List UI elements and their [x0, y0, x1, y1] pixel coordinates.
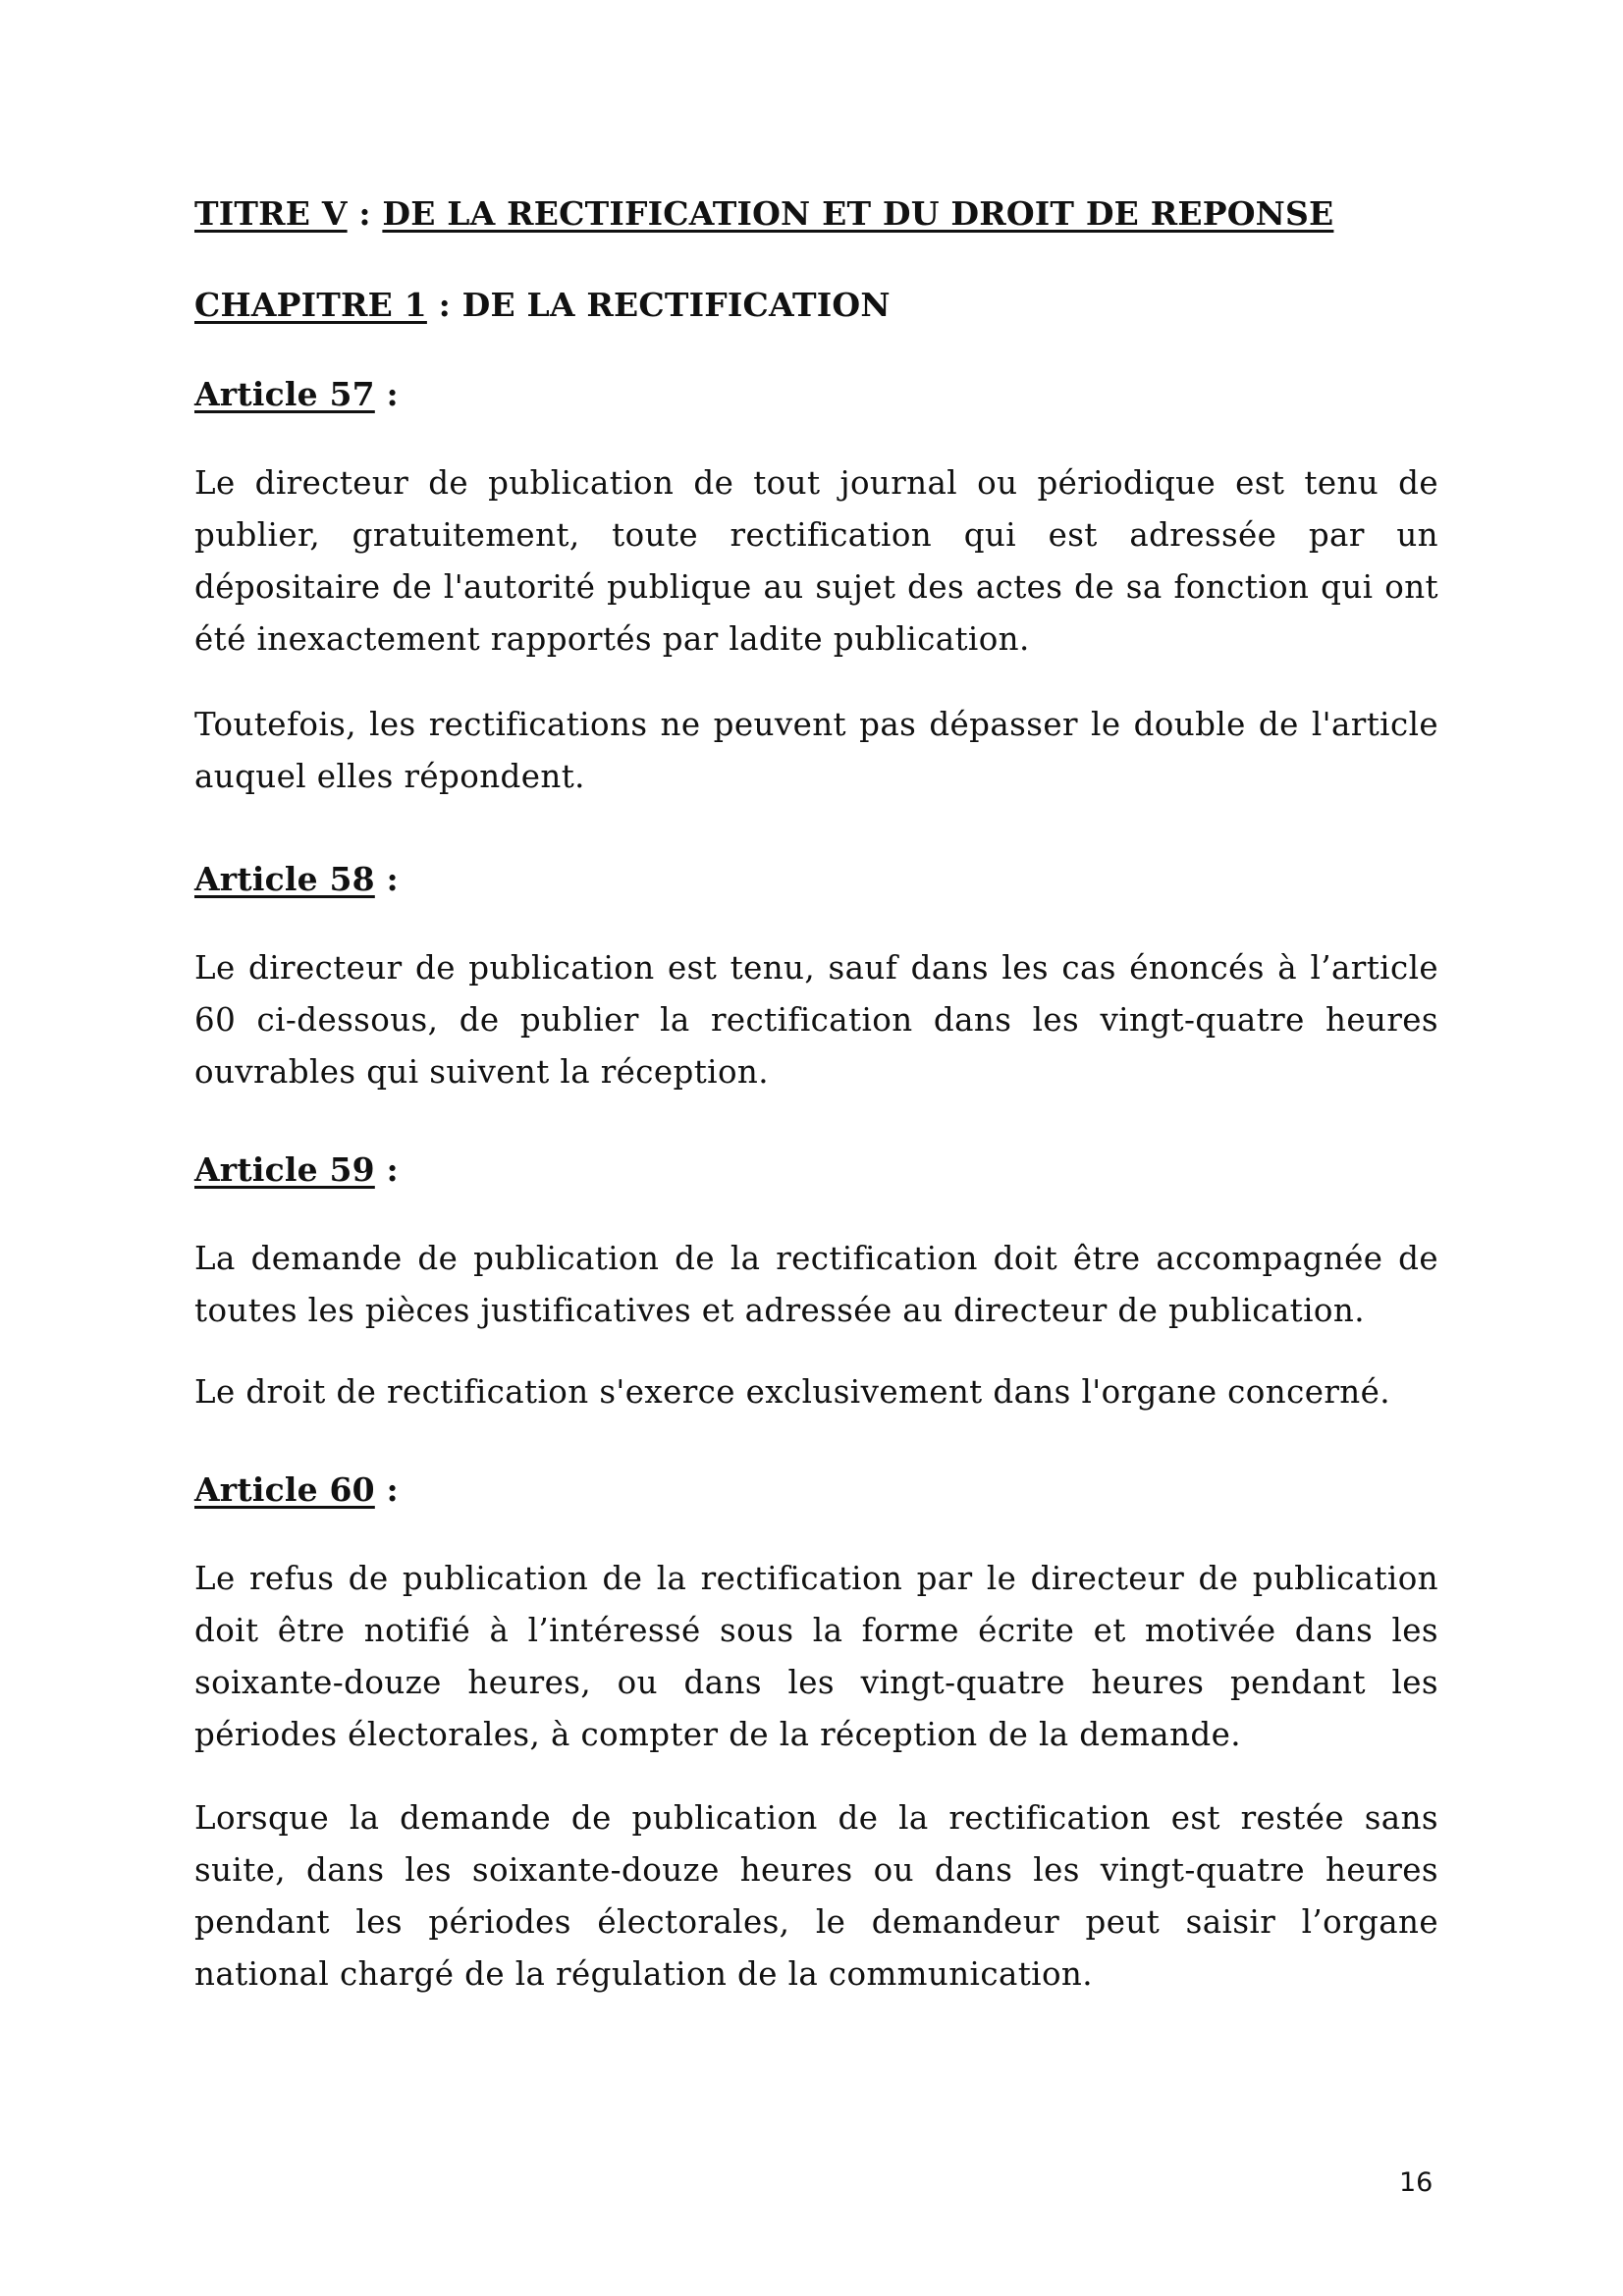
page-number: 16 — [1399, 2167, 1434, 2198]
titre-separator: : — [347, 194, 383, 233]
article-58-paragraph-1: Le directeur de publication est tenu, sauf dans les cas énoncés à l’article 60 ci-dessous, de publier la rectification dans les vingt-quatre heures ouvrables qui suivent la réception. — [194, 949, 1438, 1091]
article-separator: : — [374, 1150, 399, 1189]
article-separator: : — [374, 1470, 399, 1509]
article-59-paragraph-2: Le droit de rectification s'exerce exclusivement dans l'organe concerné. — [194, 1373, 1390, 1411]
article-separator: : — [374, 860, 399, 898]
chapitre-separator: : — [426, 286, 462, 324]
article-57-paragraph-2: Toutefois, les rectifications ne peuvent pas dépasser le double de l'article auquel elles répondent. — [194, 706, 1438, 795]
chapitre-label: CHAPITRE 1 — [194, 286, 427, 324]
article-57-heading — [194, 373, 1438, 416]
article-59-paragraph-1: La demande de publication de la rectification doit être accompagnée de toutes les pièces justificatives et adressée au directeur de publication. — [194, 1240, 1438, 1329]
titre-text: DE LA RECTIFICATION ET DU DROIT DE REPONSE — [382, 194, 1334, 233]
article-separator: : — [374, 375, 399, 413]
titre-label: TITRE V — [194, 194, 348, 233]
article-label: Article 57 — [194, 375, 375, 413]
article-59-heading — [194, 1148, 1438, 1192]
titre-heading — [194, 192, 1438, 236]
article-58-heading — [194, 858, 1438, 901]
article-label: Article 58 — [194, 860, 375, 898]
article-label: Article 60 — [194, 1470, 375, 1509]
article-60-heading — [194, 1468, 1438, 1512]
article-57-paragraph-1: Le directeur de publication de tout journal ou périodique est tenu de publier, gratuitement, toute rectification qui est adressée par un dépositaire de l'autorité publique au sujet des actes de sa fonction qui ont été inexactement rapportés par ladite publication. — [194, 464, 1438, 658]
article-60-paragraph-2: Lorsque la demande de publication de la rectification est restée sans suite, dans les soixante-douze heures ou dans les vingt-quatre heures pendant les périodes électorales, le demandeur peut saisir l’organe national chargé de la régulation de la communication. — [194, 1799, 1438, 1993]
article-label: Article 59 — [194, 1150, 375, 1189]
chapitre-text: DE LA RECTIFICATION — [461, 286, 891, 324]
article-60-paragraph-1: Le refus de publication de la rectification par le directeur de publication doit être notifié à l’intéressé sous la forme écrite et motivée dans les soixante-douze heures, ou dans les vingt-quatre heures pendant les périodes électorales, à compter de la réception de la demande. — [194, 1560, 1438, 1753]
chapitre-heading — [194, 284, 1438, 327]
